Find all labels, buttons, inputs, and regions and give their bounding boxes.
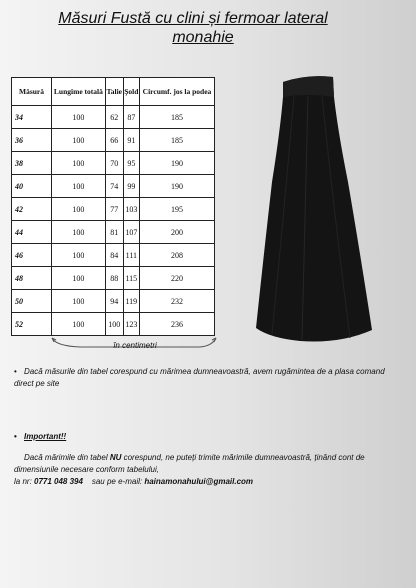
cell-length: 100 bbox=[52, 198, 106, 221]
important-heading bbox=[14, 431, 66, 443]
cell-size: 44 bbox=[12, 221, 52, 244]
table-row bbox=[12, 290, 215, 313]
table-row bbox=[12, 198, 215, 221]
cell-waist: 81 bbox=[105, 221, 123, 244]
cell-waist: 84 bbox=[105, 244, 123, 267]
table-row bbox=[12, 175, 215, 198]
bullet-icon: • bbox=[14, 367, 17, 376]
important-label: Important!! bbox=[24, 432, 67, 441]
size-table bbox=[11, 77, 215, 336]
cell-hem: 208 bbox=[139, 244, 214, 267]
cell-size: 40 bbox=[12, 175, 52, 198]
note-direct-order bbox=[14, 366, 394, 390]
cell-hip: 119 bbox=[123, 290, 139, 313]
cell-size: 46 bbox=[12, 244, 52, 267]
table-row bbox=[12, 129, 215, 152]
bullet-icon: • bbox=[14, 432, 17, 441]
cell-hem: 236 bbox=[139, 313, 214, 336]
unit-note: în centimetri bbox=[113, 341, 157, 350]
header-size: Măsură bbox=[12, 78, 52, 106]
note-contact-middle: sau pe e-mail: bbox=[82, 477, 145, 486]
table-row bbox=[12, 152, 215, 175]
header-waist: Talie bbox=[105, 78, 123, 106]
cell-waist: 62 bbox=[105, 106, 123, 129]
contact-phone[interactable]: 0771 048 394 bbox=[34, 477, 83, 486]
cell-hem: 232 bbox=[139, 290, 214, 313]
cell-hip: 103 bbox=[123, 198, 139, 221]
table-row bbox=[12, 313, 215, 336]
title-line-1: Măsuri Fustă cu clini și fermoar lateral bbox=[58, 10, 328, 27]
cell-length: 100 bbox=[52, 244, 106, 267]
cell-waist: 70 bbox=[105, 152, 123, 175]
cell-hip: 115 bbox=[123, 267, 139, 290]
note-contact-part2: corespund, ne puteți trimite mărimile dumneavoastră, ținând cont de dimensiunile necesare conform tabelului, bbox=[14, 453, 365, 474]
cell-size: 38 bbox=[12, 152, 52, 175]
header-hem: Circumf. jos la podea bbox=[139, 78, 214, 106]
cell-size: 52 bbox=[12, 313, 52, 336]
size-table-header-row bbox=[12, 78, 215, 106]
cell-length: 100 bbox=[52, 106, 106, 129]
table-row bbox=[12, 221, 215, 244]
cell-hem: 220 bbox=[139, 267, 214, 290]
note-contact-emphasis: NU bbox=[109, 453, 122, 462]
cell-hem: 195 bbox=[139, 198, 214, 221]
cell-hip: 123 bbox=[123, 313, 139, 336]
cell-length: 100 bbox=[52, 221, 106, 244]
cell-hem: 190 bbox=[139, 152, 214, 175]
cell-waist: 94 bbox=[105, 290, 123, 313]
cell-length: 100 bbox=[52, 267, 106, 290]
note-contact bbox=[14, 452, 394, 488]
cell-length: 100 bbox=[52, 152, 106, 175]
table-row bbox=[12, 267, 215, 290]
cell-hip: 99 bbox=[123, 175, 139, 198]
table-row bbox=[12, 106, 215, 129]
cell-size: 34 bbox=[12, 106, 52, 129]
skirt-image bbox=[250, 72, 380, 344]
cell-size: 48 bbox=[12, 267, 52, 290]
cell-size: 42 bbox=[12, 198, 52, 221]
cell-waist: 74 bbox=[105, 175, 123, 198]
cell-size: 36 bbox=[12, 129, 52, 152]
cell-hem: 190 bbox=[139, 175, 214, 198]
cell-length: 100 bbox=[52, 290, 106, 313]
page-title bbox=[0, 9, 416, 47]
title-line-2: monahie bbox=[172, 29, 234, 46]
cell-size: 50 bbox=[12, 290, 52, 313]
header-length: Lungime totală bbox=[52, 78, 106, 106]
cell-waist: 88 bbox=[105, 267, 123, 290]
header-hip: Şold bbox=[123, 78, 139, 106]
cell-hip: 107 bbox=[123, 221, 139, 244]
cell-hip: 91 bbox=[123, 129, 139, 152]
cell-waist: 77 bbox=[105, 198, 123, 221]
cell-hip: 95 bbox=[123, 152, 139, 175]
size-table-body bbox=[12, 106, 215, 336]
cell-length: 100 bbox=[52, 175, 106, 198]
cell-hip: 111 bbox=[123, 244, 139, 267]
note-direct-order-text: Dacă măsurile din tabel corespund cu mărimea dumneavoastră, avem rugămintea de a plasa comand direct pe site bbox=[14, 367, 385, 388]
cell-hem: 185 bbox=[139, 129, 214, 152]
cell-hip: 87 bbox=[123, 106, 139, 129]
contact-email[interactable]: hainamonahului@gmail.com bbox=[144, 477, 254, 486]
cell-hem: 185 bbox=[139, 106, 214, 129]
note-contact-prefix: la nr: bbox=[14, 477, 35, 486]
cell-waist: 66 bbox=[105, 129, 123, 152]
note-contact-part1: Dacă mărimile din tabel bbox=[24, 453, 110, 462]
cell-hem: 200 bbox=[139, 221, 214, 244]
cell-length: 100 bbox=[52, 129, 106, 152]
table-row bbox=[12, 244, 215, 267]
cell-waist: 100 bbox=[105, 313, 123, 336]
cell-length: 100 bbox=[52, 313, 106, 336]
